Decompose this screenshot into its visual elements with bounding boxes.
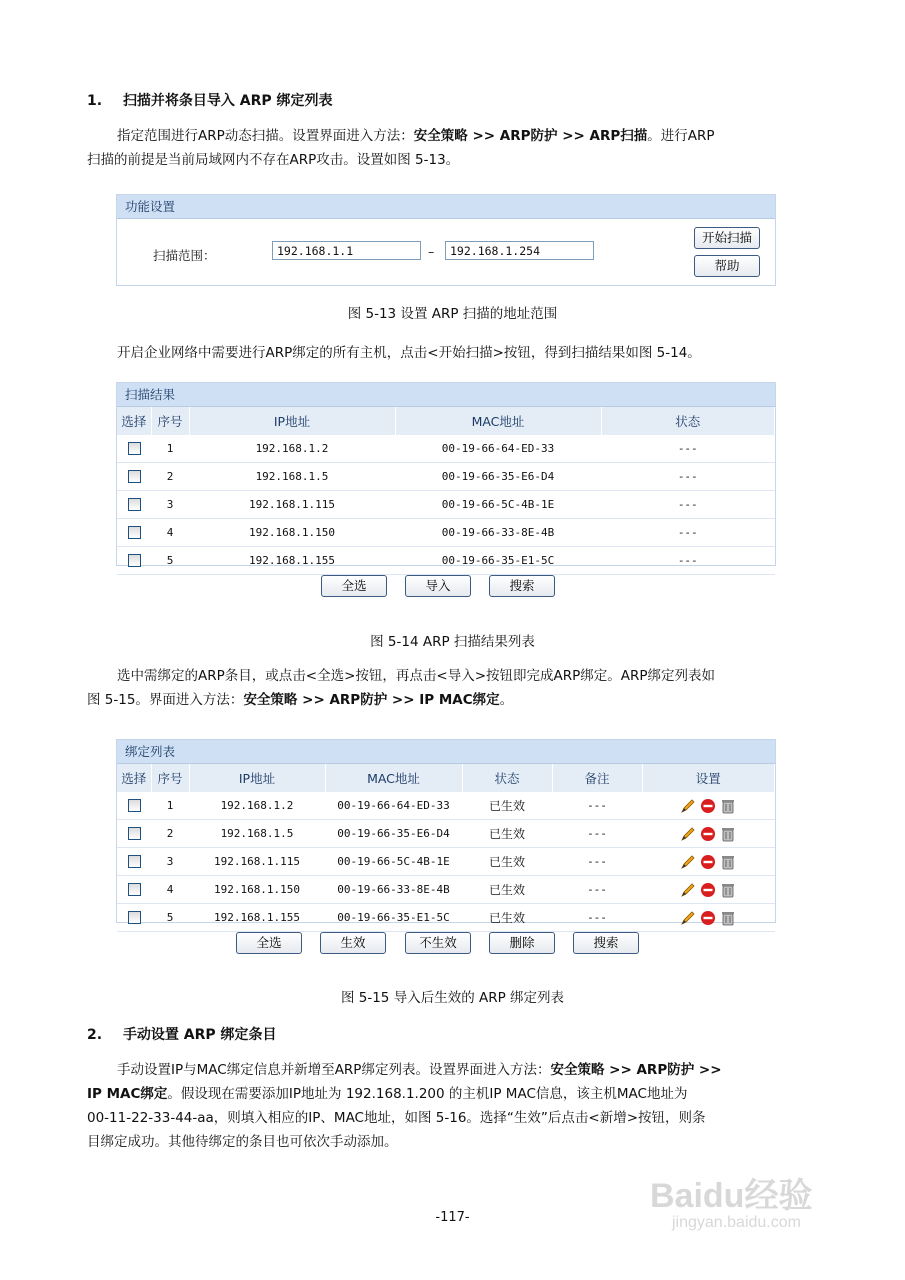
figure-5-13-caption: 图 5-13 设置 ARP 扫描的地址范围 bbox=[347, 306, 558, 322]
row-index: 4 bbox=[151, 876, 189, 904]
page-number: -117- bbox=[435, 1210, 470, 1225]
col-mac: MAC地址 bbox=[325, 764, 462, 792]
table-row bbox=[117, 463, 775, 491]
binding-list-table bbox=[117, 764, 775, 932]
section-1-paragraph bbox=[87, 124, 827, 172]
col-select: 选择 bbox=[117, 407, 151, 435]
row-ip: 192.168.1.150 bbox=[189, 876, 325, 904]
row-actions bbox=[680, 826, 736, 842]
col-ip: IP地址 bbox=[189, 407, 395, 435]
table-row bbox=[117, 435, 775, 463]
row-ip: 192.168.1.115 bbox=[189, 848, 325, 876]
row-mac: 00-19-66-35-E1-5C bbox=[325, 904, 462, 932]
row-actions bbox=[680, 854, 736, 870]
row-note: --- bbox=[552, 904, 642, 932]
delete-button[interactable]: 删除 bbox=[489, 932, 555, 954]
table-row bbox=[117, 848, 775, 876]
row-index: 5 bbox=[151, 547, 189, 575]
row-note: --- bbox=[552, 792, 642, 820]
edit-pencil-icon[interactable] bbox=[680, 882, 696, 898]
para3-line1: 选中需绑定的ARP条目，或点击<全选>按钮，再点击<导入>按钮即完成ARP绑定。ARP绑定列表如 bbox=[117, 668, 716, 684]
disable-icon[interactable] bbox=[700, 798, 716, 814]
row-status: 已生效 bbox=[462, 792, 552, 820]
row-index: 4 bbox=[151, 519, 189, 547]
row-ip: 192.168.1.5 bbox=[189, 820, 325, 848]
panel-title: 扫描结果 bbox=[117, 383, 775, 407]
binding-list-panel bbox=[116, 739, 776, 923]
enable-button[interactable]: 生效 bbox=[320, 932, 386, 954]
row-checkbox[interactable] bbox=[128, 855, 141, 868]
row-status: 已生效 bbox=[462, 820, 552, 848]
edit-pencil-icon[interactable] bbox=[680, 826, 696, 842]
section-2-number: 2. bbox=[87, 1027, 103, 1043]
col-mac: MAC地址 bbox=[395, 407, 601, 435]
section-2-title: 手动设置 ARP 绑定条目 bbox=[122, 1027, 277, 1043]
para1-text-c: 。进行ARP bbox=[647, 128, 715, 144]
row-index: 1 bbox=[151, 435, 189, 463]
para1-text-a: 指定范围进行ARP动态扫描。设置界面进入方法： bbox=[117, 128, 414, 144]
help-button[interactable]: 帮助 bbox=[694, 255, 760, 277]
row-status: --- bbox=[601, 463, 775, 491]
paragraph-2: 开启企业网络中需要进行ARP绑定的所有主机，点击<开始扫描>按钮，得到扫描结果如图 5-14。 bbox=[117, 345, 701, 361]
table-row bbox=[117, 904, 775, 932]
baidu-watermark-url: jingyan.baidu.com bbox=[672, 1214, 801, 1231]
col-note: 备注 bbox=[552, 764, 642, 792]
row-status: --- bbox=[601, 491, 775, 519]
col-status: 状态 bbox=[462, 764, 552, 792]
row-ip: 192.168.1.150 bbox=[189, 519, 395, 547]
delete-trash-icon[interactable] bbox=[720, 826, 736, 842]
row-ip: 192.168.1.115 bbox=[189, 491, 395, 519]
row-mac: 00-19-66-5C-4B-1E bbox=[325, 848, 462, 876]
row-status: --- bbox=[601, 435, 775, 463]
table-header-row bbox=[117, 764, 775, 792]
edit-pencil-icon[interactable] bbox=[680, 910, 696, 926]
delete-trash-icon[interactable] bbox=[720, 798, 736, 814]
section-2-heading bbox=[87, 1024, 277, 1044]
row-index: 2 bbox=[151, 820, 189, 848]
select-all-button[interactable]: 全选 bbox=[236, 932, 302, 954]
edit-pencil-icon[interactable] bbox=[680, 798, 696, 814]
row-mac: 00-19-66-35-E6-D4 bbox=[325, 820, 462, 848]
row-checkbox[interactable] bbox=[128, 883, 141, 896]
row-status: 已生效 bbox=[462, 848, 552, 876]
row-checkbox[interactable] bbox=[128, 526, 141, 539]
baidu-watermark-logo: Baidu经验 bbox=[650, 1177, 813, 1215]
table-row bbox=[117, 547, 775, 575]
end-ip-input[interactable]: 192.168.1.254 bbox=[445, 241, 594, 260]
row-status: --- bbox=[601, 519, 775, 547]
row-mac: 00-19-66-64-ED-33 bbox=[325, 792, 462, 820]
table-row bbox=[117, 792, 775, 820]
row-ip: 192.168.1.155 bbox=[189, 904, 325, 932]
s2-line2-b: 。假设现在需要添加IP地址为 192.168.1.200 的主机IP MAC信息，该主机MAC地址为 bbox=[167, 1086, 688, 1102]
panel-title: 功能设置 bbox=[117, 195, 775, 219]
col-settings: 设置 bbox=[642, 764, 775, 792]
figure-5-15-caption: 图 5-15 导入后生效的 ARP 绑定列表 bbox=[340, 990, 565, 1006]
s2-line4: 目绑定成功。其他待绑定的条目也可依次手动添加。 bbox=[87, 1134, 398, 1150]
disable-icon[interactable] bbox=[700, 854, 716, 870]
row-checkbox[interactable] bbox=[128, 911, 141, 924]
row-ip: 192.168.1.155 bbox=[189, 547, 395, 575]
range-dash: – bbox=[428, 244, 435, 259]
table-row bbox=[117, 820, 775, 848]
para3-line2-c: 。 bbox=[499, 692, 514, 708]
panel-title: 绑定列表 bbox=[117, 740, 775, 764]
col-ip: IP地址 bbox=[189, 764, 325, 792]
row-actions bbox=[680, 882, 736, 898]
delete-trash-icon[interactable] bbox=[720, 882, 736, 898]
s2-line3: 00-11-22-33-44-aa，则填入相应的IP、MAC地址，如图 5-16。选择“生效”后点击<新增>按钮，则条 bbox=[87, 1110, 706, 1126]
row-checkbox[interactable] bbox=[128, 554, 141, 567]
col-index: 序号 bbox=[151, 764, 189, 792]
row-ip: 192.168.1.2 bbox=[189, 792, 325, 820]
paragraph-3 bbox=[87, 664, 827, 712]
row-actions bbox=[680, 798, 736, 814]
section-2-paragraph bbox=[87, 1058, 827, 1154]
row-checkbox[interactable] bbox=[128, 470, 141, 483]
row-checkbox[interactable] bbox=[128, 442, 141, 455]
scan-range-label: 扫描范围： bbox=[153, 248, 216, 263]
row-note: --- bbox=[552, 820, 642, 848]
section-1-number: 1. bbox=[87, 93, 103, 109]
row-mac: 00-19-66-33-8E-4B bbox=[395, 519, 601, 547]
start-ip-input[interactable]: 192.168.1.1 bbox=[272, 241, 421, 260]
para1-line2: 扫描的前提是当前局域网内不存在ARP攻击。设置如图 5-13。 bbox=[87, 152, 460, 168]
delete-trash-icon[interactable] bbox=[720, 910, 736, 926]
row-ip: 192.168.1.2 bbox=[189, 435, 395, 463]
col-index: 序号 bbox=[151, 407, 189, 435]
disable-icon[interactable] bbox=[700, 882, 716, 898]
para3-line2-a: 图 5-15。界面进入方法： bbox=[87, 692, 244, 708]
row-actions bbox=[680, 910, 736, 926]
row-ip: 192.168.1.5 bbox=[189, 463, 395, 491]
row-status: 已生效 bbox=[462, 876, 552, 904]
para1-path: 安全策略 >> ARP防护 >> ARP扫描 bbox=[413, 128, 648, 144]
table-header-row bbox=[117, 407, 775, 435]
table-row bbox=[117, 491, 775, 519]
row-note: --- bbox=[552, 848, 642, 876]
s2-path-a: 安全策略 >> ARP防护 >> bbox=[550, 1062, 722, 1078]
table-row bbox=[117, 519, 775, 547]
row-mac: 00-19-66-35-E1-5C bbox=[395, 547, 601, 575]
scan-settings-panel bbox=[116, 194, 776, 286]
row-index: 3 bbox=[151, 491, 189, 519]
row-mac: 00-19-66-35-E6-D4 bbox=[395, 463, 601, 491]
delete-trash-icon[interactable] bbox=[720, 854, 736, 870]
row-checkbox[interactable] bbox=[128, 827, 141, 840]
search-button[interactable]: 搜索 bbox=[573, 932, 639, 954]
table-row bbox=[117, 876, 775, 904]
para3-path: 安全策略 >> ARP防护 >> IP MAC绑定 bbox=[243, 692, 500, 708]
import-button[interactable]: 导入 bbox=[405, 575, 471, 597]
figure-5-14-caption: 图 5-14 ARP 扫描结果列表 bbox=[370, 634, 535, 650]
disable-icon[interactable] bbox=[700, 910, 716, 926]
section-1-heading bbox=[87, 90, 333, 110]
row-status: 已生效 bbox=[462, 904, 552, 932]
col-select: 选择 bbox=[117, 764, 151, 792]
disable-icon[interactable] bbox=[700, 826, 716, 842]
row-index: 1 bbox=[151, 792, 189, 820]
row-mac: 00-19-66-33-8E-4B bbox=[325, 876, 462, 904]
search-button[interactable]: 搜索 bbox=[489, 575, 555, 597]
row-status: --- bbox=[601, 547, 775, 575]
start-scan-button[interactable]: 开始扫描 bbox=[694, 227, 760, 249]
row-index: 2 bbox=[151, 463, 189, 491]
section-1-title: 扫描并将条目导入 ARP 绑定列表 bbox=[122, 93, 333, 109]
row-checkbox[interactable] bbox=[128, 498, 141, 511]
row-index: 5 bbox=[151, 904, 189, 932]
scan-results-panel bbox=[116, 382, 776, 566]
disable-button[interactable]: 不生效 bbox=[405, 932, 471, 954]
select-all-button[interactable]: 全选 bbox=[321, 575, 387, 597]
row-note: --- bbox=[552, 876, 642, 904]
row-mac: 00-19-66-64-ED-33 bbox=[395, 435, 601, 463]
row-checkbox[interactable] bbox=[128, 799, 141, 812]
scan-results-table bbox=[117, 407, 775, 575]
s2-path-b: IP MAC绑定 bbox=[87, 1086, 168, 1102]
edit-pencil-icon[interactable] bbox=[680, 854, 696, 870]
col-status: 状态 bbox=[601, 407, 775, 435]
row-index: 3 bbox=[151, 848, 189, 876]
s2-line1-a: 手动设置IP与MAC绑定信息并新增至ARP绑定列表。设置界面进入方法： bbox=[117, 1062, 551, 1078]
row-mac: 00-19-66-5C-4B-1E bbox=[395, 491, 601, 519]
